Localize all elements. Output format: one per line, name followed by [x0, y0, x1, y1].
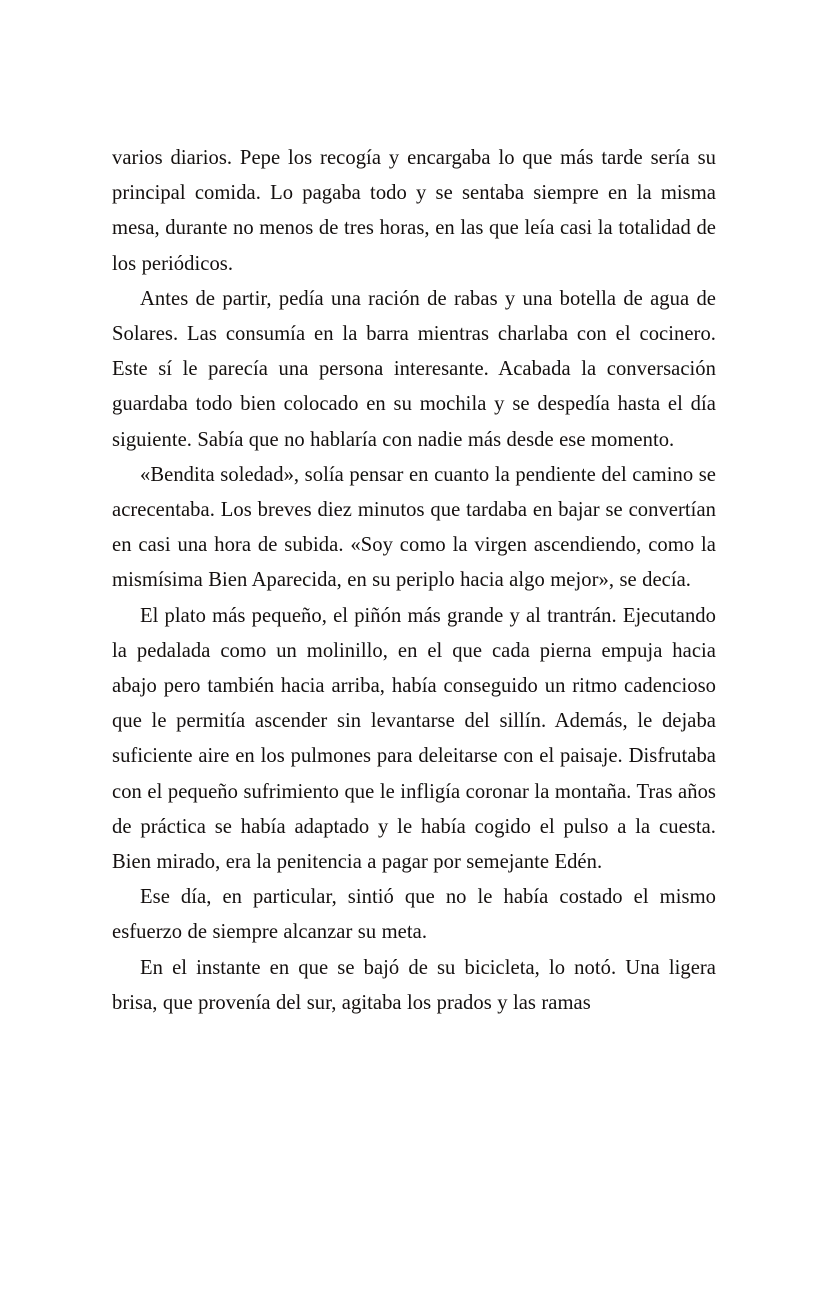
paragraph: «Bendita soledad», solía pensar en cuanto la pendiente del camino se acrecentaba. Los breves diez minutos que tardaba en bajar se convertían en casi una hora de subida. «Soy como la virgen ascendiendo, como la mismísima Bien Aparecida, en su periplo hacia algo mejor», se decía. [112, 463, 716, 592]
running-head [112, 60, 716, 80]
body-text-block [112, 141, 716, 1021]
paragraph: Ese día, en particular, sintió que no le había costado el mismo esfuerzo de siempre alcanzar su meta. [112, 886, 716, 944]
paragraph: varios diarios. Pepe los recogía y encargaba lo que más tarde sería su principal comida. Lo pagaba todo y se sentaba siempre en la misma mesa, durante no menos de tres horas, en las que leía casi la totalidad de los periódicos. [112, 147, 716, 275]
paragraph: En el instante en que se bajó de su bicicleta, lo notó. Una ligera brisa, que provenía del sur, agitaba los prados y las ramas [112, 956, 716, 1014]
paragraph: Antes de partir, pedía una ración de rabas y una botella de agua de Solares. Las consumía en la barra mientras charlaba con el cocinero. Este sí le parecía una persona interesante. Acabada la conversación guardaba todo bien colocado en su mochila y se despedía hasta el día siguiente. Sabía que no hablaría con nadie más desde ese momento. [112, 287, 716, 451]
paragraph: El plato más pequeño, el piñón más grande y al trantrán. Ejecutando la pedalada como un molinillo, en el que cada pierna empuja hacia abajo pero también hacia arriba, había conseguido un ritmo cadencioso que le permitía ascender sin levantarse del sillín. Además, le dejaba suficiente aire en los pulmones para deleitarse con el paisaje. Disfrutaba con el pequeño sufrimiento que le infligía coronar la montaña. Tras años de práctica se había adaptado y le había cogido el pulso a la cuesta. Bien mirado, era la penitencia a pagar por semejante Edén. [112, 604, 716, 874]
